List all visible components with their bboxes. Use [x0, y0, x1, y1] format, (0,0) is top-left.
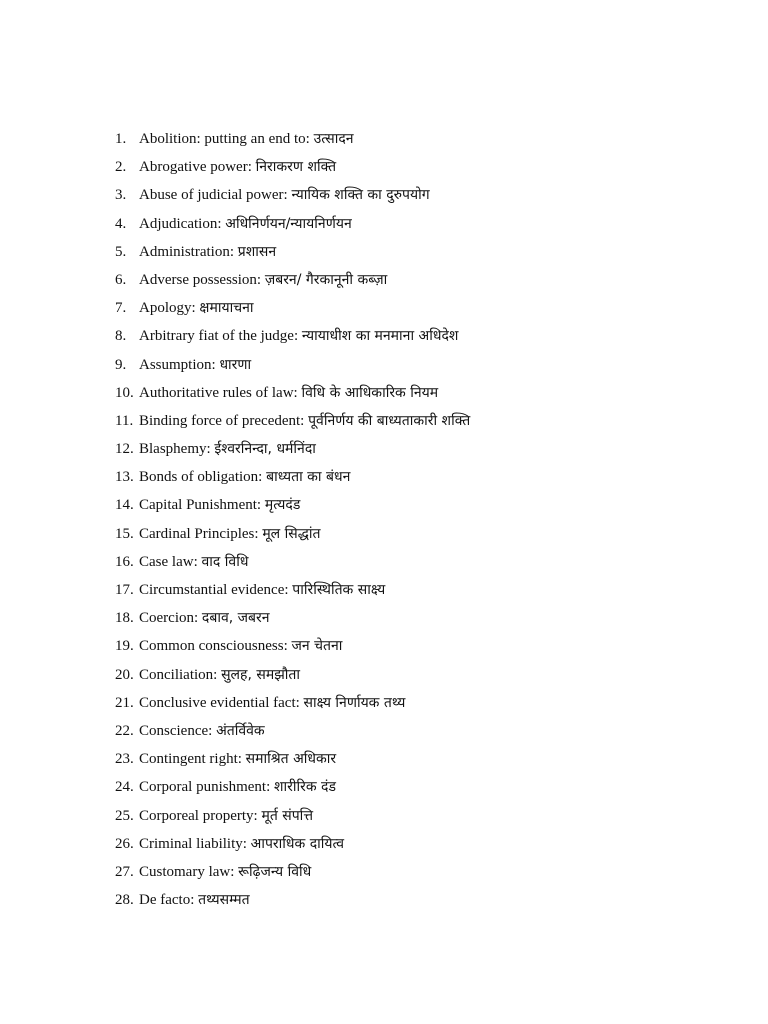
hindi-translation: निराकरण शक्ति — [255, 159, 337, 176]
item-number: 4. — [115, 215, 127, 232]
english-term: De facto: — [139, 892, 195, 909]
hindi-translation: बाध्यता का बंधन — [266, 469, 351, 486]
list-item — [115, 664, 675, 692]
item-number: 7. — [115, 300, 127, 317]
english-term: Conclusive evidential fact: — [139, 694, 300, 711]
hindi-translation: अंतर्विवेक — [216, 722, 265, 739]
english-term: Adjudication: — [139, 215, 222, 232]
hindi-translation: उत्सादन — [313, 131, 354, 147]
list-item — [115, 382, 675, 410]
english-term: Criminal liability: — [139, 835, 247, 852]
item-number: 23. — [115, 751, 134, 768]
list-item — [115, 466, 675, 494]
item-number: 24. — [115, 779, 134, 796]
hindi-translation: आपराधिक दायित्व — [250, 835, 345, 852]
hindi-translation: विधि के आधिकारिक नियम — [301, 384, 439, 401]
hindi-translation: पूर्वनिर्णय की बाध्यताकारी शक्ति — [308, 412, 471, 429]
english-term: Authoritative rules of law: — [139, 384, 298, 401]
item-number: 16. — [115, 553, 134, 570]
item-number: 13. — [115, 469, 134, 486]
english-term: Customary law: — [139, 863, 235, 880]
list-item — [115, 635, 675, 663]
english-term: Abuse of judicial power: — [139, 187, 288, 204]
english-term: Common consciousness: — [139, 638, 288, 655]
list-item — [115, 184, 675, 212]
item-number: 28. — [115, 892, 134, 909]
hindi-translation: साक्ष्य निर्णायक तथ्य — [303, 694, 406, 711]
english-term: Binding force of precedent: — [139, 412, 305, 429]
english-term: Arbitrary fiat of the judge: — [139, 328, 299, 345]
item-number: 3. — [115, 187, 127, 204]
hindi-translation: रूढ़िजन्य विधि — [238, 863, 312, 880]
item-number: 14. — [115, 497, 134, 514]
english-term: Cardinal Principles: — [139, 525, 259, 542]
hindi-translation: शारीरिक दंड — [274, 779, 336, 796]
english-term: Blasphemy: — [139, 441, 211, 458]
item-number: 21. — [115, 694, 134, 711]
hindi-translation: अधिनिर्णयन/न्यायनिर्णयन — [225, 215, 352, 232]
list-item — [115, 551, 675, 579]
hindi-translation: जन चेतना — [291, 638, 343, 655]
item-number: 6. — [115, 271, 127, 288]
hindi-translation: वाद विधि — [201, 553, 249, 570]
english-term: Conciliation: — [139, 666, 218, 683]
english-term: Contingent right: — [139, 751, 242, 768]
english-term: Corporal punishment: — [139, 779, 271, 796]
item-number: 1. — [115, 131, 127, 147]
list-item — [115, 297, 675, 325]
list-item — [115, 776, 675, 804]
hindi-translation: दबाव, जबरन — [201, 610, 270, 627]
english-term: Abolition: putting an end to: — [139, 131, 310, 147]
list-item — [115, 438, 675, 466]
hindi-translation: मृत्यदंड — [264, 497, 301, 514]
list-item — [115, 889, 675, 917]
hindi-translation: प्रशासन — [237, 243, 277, 260]
item-number: 25. — [115, 807, 134, 824]
english-term: Case law: — [139, 553, 198, 570]
item-number: 2. — [115, 159, 127, 176]
list-item — [115, 523, 675, 551]
english-term: Administration: — [139, 243, 234, 260]
hindi-translation: न्यायाधीश का मनमाना अधिदेश — [301, 328, 459, 345]
item-number: 8. — [115, 328, 127, 345]
item-number: 20. — [115, 666, 134, 683]
english-term: Assumption: — [139, 356, 216, 373]
list-item — [115, 720, 675, 748]
english-term: Corporeal property: — [139, 807, 258, 824]
item-number: 5. — [115, 243, 127, 260]
list-item — [115, 269, 675, 297]
english-term: Abrogative power: — [139, 159, 252, 176]
item-number: 12. — [115, 441, 134, 458]
hindi-translation: मूल सिद्धांत — [262, 525, 321, 542]
item-number: 19. — [115, 638, 134, 655]
list-item — [115, 692, 675, 720]
hindi-translation: मूर्त संपत्ति — [261, 807, 313, 824]
list-item — [115, 607, 675, 635]
hindi-translation: तथ्यसम्मत — [198, 892, 250, 909]
list-item — [115, 861, 675, 889]
list-item — [115, 156, 675, 184]
hindi-translation: धारणा — [219, 356, 252, 373]
item-number: 27. — [115, 863, 134, 880]
list-item — [115, 833, 675, 861]
item-number: 10. — [115, 384, 134, 401]
english-term: Coercion: — [139, 610, 199, 627]
hindi-translation: ज़बरन/ गैरकानूनी कब्ज़ा — [264, 271, 388, 288]
english-term: Conscience: — [139, 722, 213, 739]
list-item — [115, 325, 675, 353]
hindi-translation: पारिस्थितिक साक्ष्य — [292, 582, 386, 598]
english-term: Apology: — [139, 300, 196, 317]
item-number: 22. — [115, 722, 134, 739]
list-item — [115, 128, 675, 156]
item-number: 17. — [115, 582, 134, 598]
list-item — [115, 354, 675, 382]
item-number: 11. — [115, 412, 134, 429]
list-item — [115, 805, 675, 833]
english-term: Capital Punishment: — [139, 497, 262, 514]
hindi-translation: समाश्रित अधिकार — [245, 751, 337, 768]
hindi-translation: ईश्वरनिन्दा, धर्मनिंदा — [214, 441, 316, 458]
glossary-list — [115, 128, 675, 917]
list-item — [115, 241, 675, 269]
list-item — [115, 579, 675, 607]
list-item — [115, 410, 675, 438]
item-number: 18. — [115, 610, 134, 627]
list-item — [115, 748, 675, 776]
english-term: Adverse possession: — [139, 271, 262, 288]
hindi-translation: न्यायिक शक्ति का दुरुपयोग — [291, 187, 430, 204]
list-item — [115, 213, 675, 241]
hindi-translation: सुलह, समझौता — [221, 666, 301, 683]
english-term: Circumstantial evidence: — [139, 582, 289, 598]
hindi-translation: क्षमायाचना — [199, 300, 254, 317]
item-number: 15. — [115, 525, 134, 542]
english-term: Bonds of obligation: — [139, 469, 263, 486]
item-number: 9. — [115, 356, 127, 373]
item-number: 26. — [115, 835, 134, 852]
list-item — [115, 494, 675, 522]
